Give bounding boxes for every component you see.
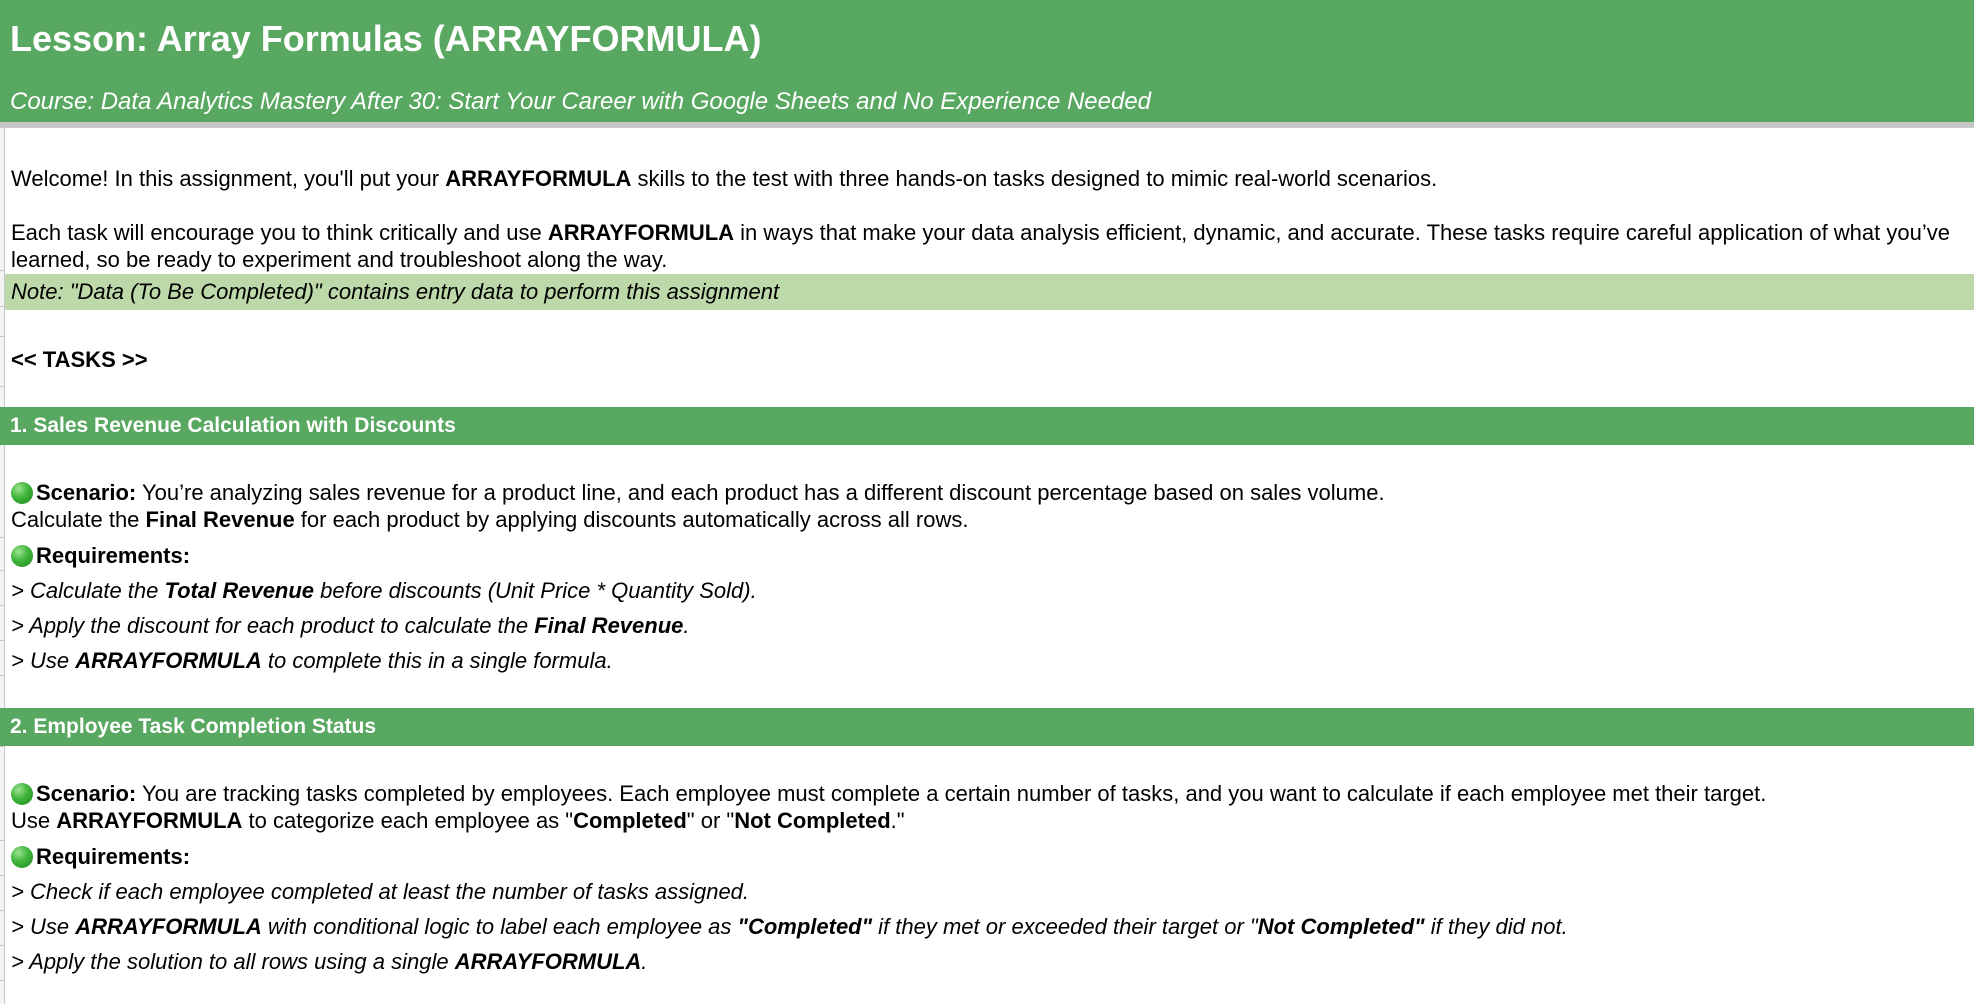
task2-use-text3: " or " xyxy=(686,808,735,833)
tasks-label-cell[interactable] xyxy=(5,346,1974,373)
row-line xyxy=(0,336,5,337)
task1-title-bar[interactable] xyxy=(0,407,1974,445)
task2-scenario-text: You are tracking tasks completed by employees. Each employee must complete a certain number of tasks, and you want to calculate if each employee met their target. xyxy=(136,781,1767,806)
task2-requirements-label: Requirements: xyxy=(36,844,191,869)
each-text: Each task will encourage you to think critically and use xyxy=(11,220,548,245)
task2-use-cell xyxy=(5,807,1974,834)
task1-req1-text: > Calculate the xyxy=(11,578,165,603)
each-text-end: in ways that make your data analysis efficient, dynamic, and accurate. These tasks require careful application of what you’ve xyxy=(734,220,1950,245)
lesson-title: Lesson: Array Formulas (ARRAYFORMULA) xyxy=(10,18,762,59)
row-line xyxy=(0,537,5,538)
each-keyword: ARRAYFORMULA xyxy=(547,220,735,245)
green-circle-icon xyxy=(11,545,33,567)
task1-scenario-label: Scenario: xyxy=(36,480,137,505)
row-line xyxy=(0,675,5,676)
row-line xyxy=(0,980,5,981)
welcome-cell[interactable] xyxy=(5,165,1974,192)
task2-req2-cell[interactable] xyxy=(5,913,1974,940)
green-circle-icon xyxy=(11,783,33,805)
row-line xyxy=(0,605,5,606)
task2-title-bar[interactable] xyxy=(0,708,1974,746)
task1-req1-keyword: Total Revenue xyxy=(164,578,315,603)
task2-title: 2. Employee Task Completion Status xyxy=(10,715,377,738)
each-task-cell[interactable] xyxy=(5,219,1974,246)
task1-req2-keyword: Final Revenue xyxy=(534,613,684,638)
task1-req3-cell[interactable] xyxy=(5,647,1974,674)
task2-req2-text2: with conditional logic to label each employee as xyxy=(261,914,738,939)
lesson-header[interactable] xyxy=(0,0,1974,122)
course-subtitle: Course: Data Analytics Mastery After 30: Start Your Career with Google Sheets and No Experience Needed xyxy=(10,88,1152,115)
header-separator xyxy=(0,122,1974,128)
row-line xyxy=(0,875,5,876)
task2-scenario-cell[interactable] xyxy=(5,780,1974,807)
task2-req2-text-end: if they did not. xyxy=(1424,914,1568,939)
task2-req3-text: > Apply the solution to all rows using a single xyxy=(11,949,455,974)
row-line xyxy=(0,640,5,641)
note-text: Note: "Data (To Be Completed)" contains entry data to perform this assignment xyxy=(11,279,780,304)
task1-requirements-label: Requirements: xyxy=(36,543,191,568)
task2-req3-text-end: . xyxy=(641,949,648,974)
task2-req2-completed: "Completed" xyxy=(737,914,873,939)
task1-req3-text-end: to complete this in a single formula. xyxy=(261,648,613,673)
task2-requirements-cell[interactable] xyxy=(5,843,1974,870)
task2-req2-keyword: ARRAYFORMULA xyxy=(75,914,262,939)
task1-req3-keyword: ARRAYFORMULA xyxy=(75,648,262,673)
task2-use-text-end: ." xyxy=(890,808,905,833)
row-line xyxy=(0,746,5,747)
each-task-cell-cont xyxy=(5,246,1974,273)
welcome-text: Welcome! In this assignment, you'll put your xyxy=(11,166,446,191)
each-text-cont: learned, so be ready to experiment and troubleshoot along the way. xyxy=(11,247,668,272)
welcome-keyword: ARRAYFORMULA xyxy=(445,166,632,191)
green-circle-icon xyxy=(11,846,33,868)
task1-scenario-text: You’re analyzing sales revenue for a product line, and each product has a different discount percentage based on sales volume. xyxy=(136,480,1385,505)
task2-req3-keyword: ARRAYFORMULA xyxy=(454,949,642,974)
task2-use-keyword: ARRAYFORMULA xyxy=(56,808,243,833)
task1-calc-text-end: for each product by applying discounts automatically across all rows. xyxy=(294,507,969,532)
task1-req1-text-end: before discounts (Unit Price * Quantity Sold). xyxy=(314,578,757,603)
row-line xyxy=(0,840,5,841)
task2-req2-not-completed: Not Completed" xyxy=(1257,914,1425,939)
task1-req2-text-end: . xyxy=(683,613,690,638)
task1-req2-cell[interactable] xyxy=(5,612,1974,639)
task2-req2-text3: if they met or exceeded their target or " xyxy=(872,914,1258,939)
task2-req1-cell[interactable] xyxy=(5,878,1974,905)
task1-scenario-cell[interactable] xyxy=(5,479,1974,506)
green-circle-icon xyxy=(11,482,33,504)
task2-use-not-completed: Not Completed xyxy=(734,808,891,833)
task1-req1-cell[interactable] xyxy=(5,577,1974,604)
task2-scenario-label: Scenario: xyxy=(36,781,137,806)
task1-calc-text: Calculate the xyxy=(11,507,146,532)
task2-use-text2: to categorize each employee as " xyxy=(242,808,574,833)
task2-req3-cell[interactable] xyxy=(5,948,1974,975)
row-line xyxy=(0,910,5,911)
task2-use-completed: Completed xyxy=(573,808,687,833)
task1-req2-text: > Apply the discount for each product to calculate the xyxy=(11,613,535,638)
task2-use-text: Use xyxy=(11,808,57,833)
welcome-text-end: skills to the test with three hands-on tasks designed to mimic real-world scenarios. xyxy=(631,166,1438,191)
row-line xyxy=(0,570,5,571)
task1-calc-cell xyxy=(5,506,1974,533)
task1-calc-keyword: Final Revenue xyxy=(145,507,295,532)
task2-req1-text: > Check if each employee completed at least the number of tasks assigned. xyxy=(11,879,750,904)
task1-title: 1. Sales Revenue Calculation with Discounts xyxy=(10,414,456,437)
row-line xyxy=(0,945,5,946)
task1-req3-text: > Use xyxy=(11,648,76,673)
task1-requirements-cell[interactable] xyxy=(5,542,1974,569)
note-cell[interactable] xyxy=(5,274,1974,310)
row-line xyxy=(0,386,5,387)
tasks-label: << TASKS >> xyxy=(11,347,148,372)
task2-req2-text: > Use xyxy=(11,914,76,939)
